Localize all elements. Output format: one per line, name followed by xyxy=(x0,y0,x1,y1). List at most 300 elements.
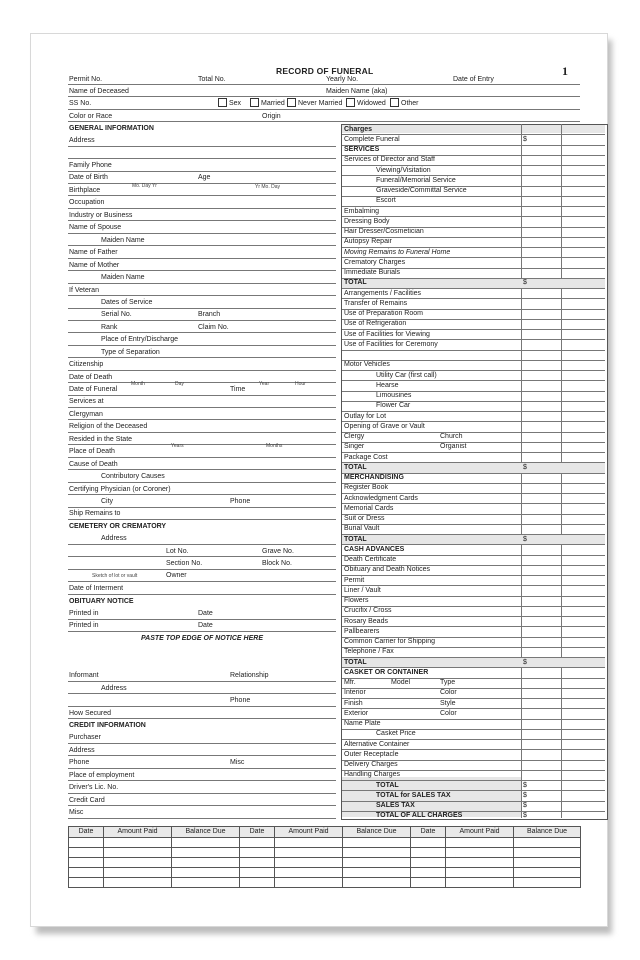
credit-address-label: Address xyxy=(69,747,95,754)
cash-advances-heading: CASH ADVANCES xyxy=(344,545,405,553)
payment-cell[interactable] xyxy=(104,878,172,888)
services-at-label: Services at xyxy=(69,398,104,405)
motor-vehicles-label: Motor Vehicles xyxy=(344,361,390,369)
charges-row-line xyxy=(342,780,605,781)
services-item: Hair Dresser/Cosmetician xyxy=(344,228,424,235)
ship-label: Ship Remains to xyxy=(69,510,121,517)
charges-header-shade-right xyxy=(521,125,605,133)
yr-mo-day-hint: Yr Mo. Day xyxy=(255,184,281,190)
dof-line xyxy=(68,395,336,396)
charges-row-line xyxy=(342,339,605,340)
payment-cell[interactable] xyxy=(446,878,514,888)
date-of-entry-label: Date of Entry xyxy=(453,76,494,83)
facilities-item: Use of Facilities for Ceremony xyxy=(344,340,438,348)
charges-row-line xyxy=(342,206,605,207)
clergyman-line xyxy=(68,419,336,420)
dollar-sign: $ xyxy=(523,658,527,666)
grand-total-label: TOTAL for SALES TAX xyxy=(376,791,451,799)
rank-line xyxy=(68,332,336,333)
charges-row-line xyxy=(342,811,605,812)
charges-row-line xyxy=(342,257,605,258)
cash-item: Obituary and Death Notices xyxy=(344,566,430,574)
payment-row xyxy=(69,868,581,878)
balance-due-header: Balance Due xyxy=(172,827,240,838)
dollar-sign: $ xyxy=(523,535,527,543)
vehicle-item: Limousines xyxy=(376,392,412,399)
amount-paid-header: Amount Paid xyxy=(446,827,514,838)
hour-hint: Hour xyxy=(295,381,306,387)
payment-cell[interactable] xyxy=(275,838,343,848)
date-header: Date xyxy=(240,827,275,838)
services-item: Escort xyxy=(376,197,396,205)
ss-no-label: SS No. xyxy=(69,100,92,107)
model-label: Model xyxy=(391,679,411,686)
clergy-label: Clergy xyxy=(344,433,365,440)
cash-item: Crucifix / Cross xyxy=(344,607,392,615)
interment-line xyxy=(68,594,336,595)
services-item: Autopsy Repair xyxy=(344,238,392,246)
charges-row-line xyxy=(342,278,605,279)
merch-item: Memorial Cards xyxy=(344,504,394,512)
payment-row xyxy=(69,858,581,868)
informant-label: Informant xyxy=(69,672,99,679)
how-secured-label: How Secured xyxy=(69,710,112,717)
other-checkbox[interactable] xyxy=(390,98,399,107)
printed-line-1 xyxy=(68,619,336,620)
singer-label: Singer xyxy=(344,443,365,451)
services-item: Dressing Body xyxy=(344,217,390,225)
age-label: Age xyxy=(198,174,211,181)
cash-item: Telephone / Fax xyxy=(344,648,394,656)
charges-row-line xyxy=(342,350,605,351)
physician-label: Certifying Physician (or Coroner) xyxy=(69,486,171,493)
printed-in-label-1: Printed in xyxy=(69,610,99,617)
services-heading: SERVICES xyxy=(344,146,380,153)
charges-row-line xyxy=(342,657,605,658)
merch-item: Burial Vault xyxy=(344,525,380,533)
owner-line xyxy=(68,581,336,582)
payment-cell[interactable] xyxy=(343,868,411,878)
date-of-birth-label: Date of Birth xyxy=(69,174,108,181)
payment-cell[interactable] xyxy=(240,868,275,878)
payment-cell[interactable] xyxy=(514,878,581,888)
payment-cell[interactable] xyxy=(411,848,446,858)
serial-label: Serial No. xyxy=(101,311,132,318)
payment-cell[interactable] xyxy=(104,868,172,878)
complete-funeral-label: Complete Funeral xyxy=(344,135,400,143)
charges-row-line xyxy=(342,247,605,248)
payment-cell[interactable] xyxy=(446,868,514,878)
birthplace-label: Birthplace xyxy=(69,187,101,194)
maiden-name-aka-label: Maiden Name (aka) xyxy=(326,88,388,95)
charges-row-line xyxy=(342,719,605,720)
services-item: Immediate Burials xyxy=(344,269,401,276)
facilities-item: Arrangements / Facilities xyxy=(344,289,422,297)
dob-line xyxy=(68,183,336,184)
charges-row-line xyxy=(342,309,605,310)
cash-item: Flowers xyxy=(344,597,369,604)
relationship-label: Relationship xyxy=(230,672,269,679)
charges-row-line xyxy=(342,329,605,330)
services-item: Graveside/Committal Service xyxy=(376,187,467,194)
date-header: Date xyxy=(69,827,104,838)
charges-row-line xyxy=(342,770,605,771)
merch-item: Acknowledgment Cards xyxy=(344,494,418,502)
payment-cell[interactable] xyxy=(275,848,343,858)
payment-row xyxy=(69,838,581,848)
payment-cell[interactable] xyxy=(69,848,104,858)
payment-cell[interactable] xyxy=(240,878,275,888)
payment-cell[interactable] xyxy=(275,878,343,888)
services-item: Funeral/Memorial Service xyxy=(376,176,456,184)
yearly-no-label: Yearly No. xyxy=(326,76,359,83)
religion-label: Religion of the Deceased xyxy=(69,423,148,430)
obituary-date-label-1: Date xyxy=(198,610,213,617)
permit-no-label: Permit No. xyxy=(69,76,103,83)
months-hint: Months xyxy=(266,443,283,449)
other-label: Other xyxy=(401,100,419,107)
outer-receptacle-label: Outer Receptacle xyxy=(344,750,399,758)
cash-item: Permit xyxy=(344,576,365,584)
charges-row-line xyxy=(342,319,605,320)
payment-cell[interactable] xyxy=(240,858,275,868)
facilities-item: Transfer of Remains xyxy=(344,299,408,307)
charges-row-line xyxy=(342,483,605,484)
owner-label: Owner xyxy=(166,572,187,579)
charges-row-line xyxy=(342,596,605,597)
married-checkbox[interactable] xyxy=(250,98,259,107)
charges-row-line xyxy=(342,708,605,709)
mother-maiden-line xyxy=(68,283,336,284)
charges-row-line xyxy=(342,473,605,474)
address-label: Address xyxy=(69,137,95,144)
style-label: Style xyxy=(440,699,456,707)
place-of-death-label: Place of Death xyxy=(69,448,115,455)
charges-row-line xyxy=(342,165,605,166)
payment-cell[interactable] xyxy=(104,858,172,868)
veteran-label: If Veteran xyxy=(69,287,99,294)
form-title: RECORD OF FUNERAL xyxy=(276,66,374,76)
cemetery-heading: CEMETERY OR CREMATORY xyxy=(69,523,167,530)
vehicle-item: Flower Car xyxy=(376,402,411,410)
charges-row-line xyxy=(342,380,605,381)
interior-label: Interior xyxy=(344,689,366,697)
year-hint: Year xyxy=(259,381,270,387)
charges-row-line xyxy=(342,155,605,156)
services-item: Viewing/Visitation xyxy=(376,166,431,174)
how-secured-line xyxy=(68,718,336,719)
charges-row-line xyxy=(342,514,605,515)
payment-cell[interactable] xyxy=(240,838,275,848)
payment-cell[interactable] xyxy=(69,838,104,848)
total-no-label: Total No. xyxy=(198,76,226,83)
dates-service-line xyxy=(68,308,336,309)
charges-row-line xyxy=(342,268,605,269)
charges-row-line xyxy=(342,391,605,392)
entry-line xyxy=(68,345,336,346)
church-label: Church xyxy=(440,433,463,440)
header-line-2 xyxy=(68,96,580,97)
lot-label: Lot No. xyxy=(166,548,189,555)
opening-label: Opening of Grave or Vault xyxy=(344,422,425,430)
charges-row-line xyxy=(342,196,605,197)
payment-cell[interactable] xyxy=(69,868,104,878)
payment-cell[interactable] xyxy=(275,868,343,878)
vehicle-item: Hearse xyxy=(376,381,399,389)
charges-heading: Charges xyxy=(344,125,373,133)
purchaser-line xyxy=(68,743,336,744)
contrib-label: Contributory Causes xyxy=(101,473,165,480)
veteran-line xyxy=(68,295,336,296)
credit-phone-line xyxy=(68,768,336,769)
occupation-line xyxy=(68,208,336,209)
cash-total-label: TOTAL xyxy=(344,658,367,666)
merch-total-label: TOTAL xyxy=(344,535,367,543)
sex-checkbox[interactable] xyxy=(218,98,227,107)
total-row-shade xyxy=(342,463,605,472)
printed-line-2 xyxy=(68,631,336,632)
payment-cell[interactable] xyxy=(240,848,275,858)
dollar-sign: $ xyxy=(523,781,527,789)
merch-item: Suit or Dress xyxy=(344,515,385,522)
charges-row-line xyxy=(342,616,605,617)
sex-label: Sex xyxy=(229,100,242,107)
facilities-item: Use of Preparation Room xyxy=(344,310,423,317)
never-married-checkbox[interactable] xyxy=(287,98,296,107)
widowed-checkbox[interactable] xyxy=(346,98,355,107)
amount-paid-header: Amount Paid xyxy=(104,827,172,838)
charges-row-line xyxy=(342,637,605,638)
time-label: Time xyxy=(230,386,246,393)
charges-row-line xyxy=(342,360,605,361)
family-phone-line xyxy=(68,171,336,172)
charges-row-line xyxy=(342,749,605,750)
header-line-1 xyxy=(68,84,580,85)
religion-line xyxy=(68,432,336,433)
place-death-line xyxy=(68,457,336,458)
dollar-sign: $ xyxy=(523,791,527,799)
name-plate-label: Name Plate xyxy=(344,720,381,727)
payment-cell[interactable] xyxy=(69,858,104,868)
credit-address-line xyxy=(68,755,336,756)
family-phone-label: Family Phone xyxy=(69,162,112,169)
grand-total-label: SALES TAX xyxy=(376,802,415,809)
resided-label: Resided in the State xyxy=(69,436,133,443)
services-at-line xyxy=(68,407,336,408)
rank-label: Rank xyxy=(101,324,118,331)
charges-row-line xyxy=(342,288,605,289)
date-of-funeral-label: Date of Funeral xyxy=(69,386,118,393)
dollar-sign: $ xyxy=(523,812,527,820)
informant-address-label: Address xyxy=(101,685,127,692)
printed-in-label-2: Printed in xyxy=(69,622,99,629)
grand-total-label: TOTAL xyxy=(376,781,399,789)
origin-label: Origin xyxy=(262,113,281,120)
mo-day-yr-hint: Mo. Day Yr xyxy=(132,183,157,189)
charges-row-line xyxy=(342,524,605,525)
organist-label: Organist xyxy=(440,443,467,451)
cemetery-address-label: Address xyxy=(101,535,127,542)
credit-misc-label: Misc xyxy=(230,759,245,766)
payment-cell[interactable] xyxy=(343,848,411,858)
date-of-death-label: Date of Death xyxy=(69,374,113,381)
merch-item: Register Book xyxy=(344,484,388,492)
alt-container-label: Alternative Container xyxy=(344,740,410,748)
married-label: Married xyxy=(261,100,285,107)
mother-line xyxy=(68,270,336,271)
cause-label: Cause of Death xyxy=(69,461,118,468)
city-label: City xyxy=(101,498,114,505)
payment-cell[interactable] xyxy=(104,838,172,848)
payment-row xyxy=(69,878,581,888)
name-of-deceased-label: Name of Deceased xyxy=(69,88,129,95)
block-label: Block No. xyxy=(262,560,292,567)
dollar-sign: $ xyxy=(523,279,527,287)
finish-label: Finish xyxy=(344,699,363,707)
credit-misc2-label: Misc xyxy=(69,809,84,816)
mother-maiden-label: Maiden Name xyxy=(101,274,145,281)
charges-row-line xyxy=(342,493,605,494)
total-row-shade xyxy=(342,658,605,667)
balance-due-header: Balance Due xyxy=(514,827,581,838)
claim-label: Claim No. xyxy=(198,324,229,331)
charges-row-line xyxy=(342,298,605,299)
serial-line xyxy=(68,320,336,321)
charges-row-line xyxy=(342,503,605,504)
payment-cell[interactable] xyxy=(343,838,411,848)
address-line-2 xyxy=(68,158,336,159)
dollar-sign: $ xyxy=(523,802,527,809)
total-row-shade xyxy=(342,535,605,544)
charges-row-line xyxy=(342,801,605,802)
phone-label: Phone xyxy=(230,498,251,505)
charges-row-line xyxy=(342,237,605,238)
industry-line xyxy=(68,220,336,221)
informant-address-line xyxy=(68,693,336,694)
handling-label: Handling Charges xyxy=(344,771,401,779)
birthplace-line xyxy=(68,195,336,196)
payment-cell[interactable] xyxy=(514,838,581,848)
payments-table xyxy=(68,826,581,888)
payment-cell[interactable] xyxy=(514,858,581,868)
payment-cell[interactable] xyxy=(172,878,240,888)
page-number: 1 xyxy=(562,64,568,78)
payment-cell[interactable] xyxy=(446,848,514,858)
credit-card-line xyxy=(68,805,336,806)
delivery-label: Delivery Charges xyxy=(344,761,398,768)
charges-row-line xyxy=(342,760,605,761)
payment-cell[interactable] xyxy=(411,868,446,878)
contrib-line xyxy=(68,482,336,483)
payment-cell[interactable] xyxy=(411,838,446,848)
charges-row-line xyxy=(342,401,605,402)
payments-header-row xyxy=(69,827,581,838)
physician-line xyxy=(68,494,336,495)
citizenship-line xyxy=(68,370,336,371)
payment-cell[interactable] xyxy=(172,858,240,868)
informant-phone-line xyxy=(68,706,336,707)
charges-row-line xyxy=(342,227,605,228)
charges-row-line xyxy=(342,729,605,730)
dates-service-label: Dates of Service xyxy=(101,299,153,306)
charges-row-line xyxy=(342,370,605,371)
cemetery-address-line-2 xyxy=(68,556,336,557)
years-hint: Years xyxy=(171,443,184,449)
city-line xyxy=(68,507,336,508)
payment-cell[interactable] xyxy=(69,878,104,888)
payment-cell[interactable] xyxy=(104,848,172,858)
citizenship-label: Citizenship xyxy=(69,361,104,368)
charges-row-line xyxy=(342,216,605,217)
payment-cell[interactable] xyxy=(172,868,240,878)
header-line-4 xyxy=(68,121,580,122)
facilities-total-label: TOTAL xyxy=(344,463,367,471)
payment-cell[interactable] xyxy=(172,848,240,858)
payment-cell[interactable] xyxy=(343,878,411,888)
merchandising-heading: MERCHANDISING xyxy=(344,474,404,481)
grave-label: Grave No. xyxy=(262,548,294,555)
general-information-heading: GENERAL INFORMATION xyxy=(69,125,154,132)
branch-label: Branch xyxy=(198,311,221,318)
section-label: Section No. xyxy=(166,560,203,567)
license-label: Driver's Lic. No. xyxy=(69,784,119,791)
spouse-label: Name of Spouse xyxy=(69,224,122,231)
cash-item: Death Certificate xyxy=(344,556,397,563)
payment-cell[interactable] xyxy=(411,878,446,888)
payment-cell[interactable] xyxy=(446,858,514,868)
payment-cell[interactable] xyxy=(275,858,343,868)
informant-phone-label: Phone xyxy=(230,697,251,704)
dollar-sign: $ xyxy=(523,463,527,471)
obituary-heading: OBITUARY NOTICE xyxy=(69,598,134,605)
informant-line xyxy=(68,681,336,682)
outlay-label: Outlay for Lot xyxy=(344,412,387,420)
clergyman-label: Clergyman xyxy=(69,411,103,418)
father-label: Name of Father xyxy=(69,249,118,256)
charges-row-line xyxy=(342,145,605,146)
interment-label: Date of Interment xyxy=(69,585,124,592)
charges-row-line xyxy=(342,555,605,556)
payment-cell[interactable] xyxy=(514,848,581,858)
payment-cell[interactable] xyxy=(514,868,581,878)
spouse-line xyxy=(68,233,336,234)
occupation-label: Occupation xyxy=(69,199,105,206)
charges-row-line xyxy=(342,544,605,545)
separation-label: Type of Separation xyxy=(101,349,160,356)
cash-item: Common Carrier for Shipping xyxy=(344,638,436,645)
color-label-2: Color xyxy=(440,709,457,717)
payment-cell[interactable] xyxy=(172,838,240,848)
paste-notice-instruction: PASTE TOP EDGE OF NOTICE HERE xyxy=(141,635,263,642)
grand-total-label: TOTAL OF ALL CHARGES xyxy=(376,812,463,820)
industry-label: Industry or Business xyxy=(69,212,133,219)
license-line xyxy=(68,793,336,794)
cash-item: Rosary Beads xyxy=(344,617,388,625)
mfr-label: Mfr. xyxy=(344,679,356,686)
resided-line xyxy=(68,444,336,445)
services-item: Moving Remains to Funeral Home xyxy=(344,248,451,256)
date-header: Date xyxy=(411,827,446,838)
charges-row-line xyxy=(342,134,605,135)
father-line xyxy=(68,258,336,259)
payment-cell[interactable] xyxy=(446,838,514,848)
services-item: Crematory Charges xyxy=(344,258,406,266)
charges-row-line xyxy=(342,667,605,668)
payment-cell[interactable] xyxy=(343,858,411,868)
payment-cell[interactable] xyxy=(411,858,446,868)
charges-row-line xyxy=(342,606,605,607)
cash-item: Liner / Vault xyxy=(344,586,381,594)
